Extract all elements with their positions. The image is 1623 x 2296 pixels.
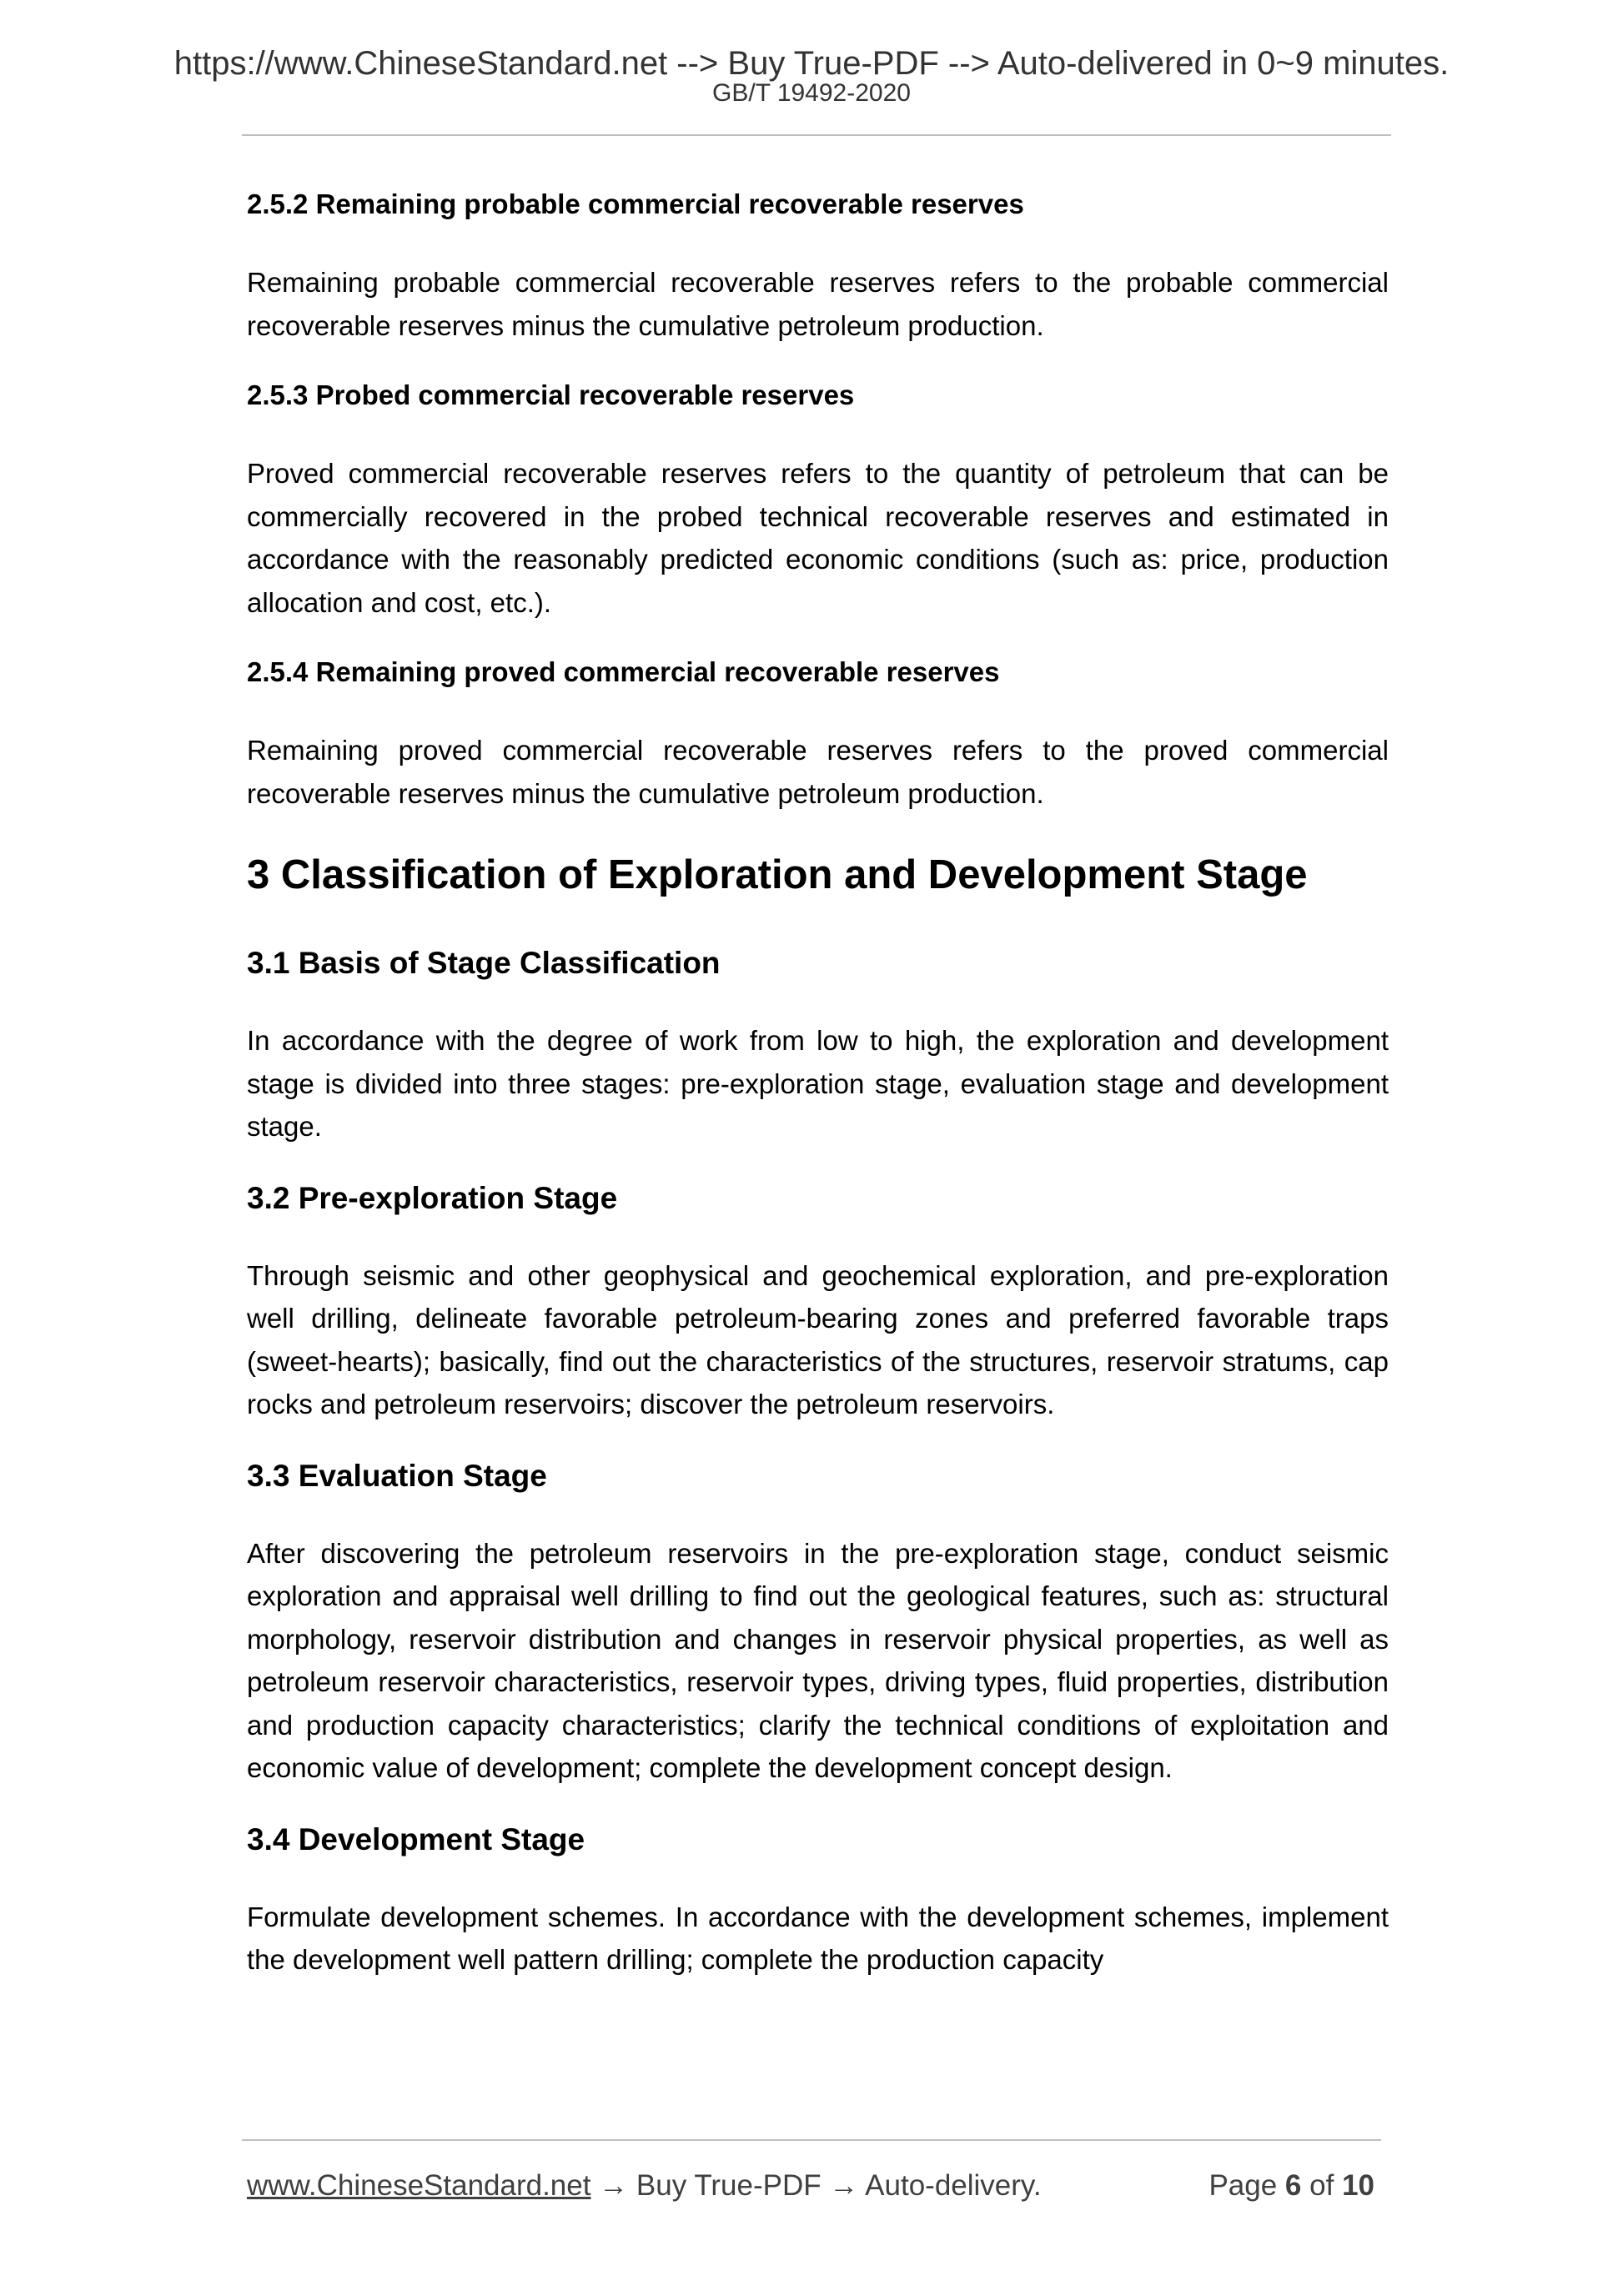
section-heading-2-5-2: 2.5.2 Remaining probable commercial recoverable reserves xyxy=(247,188,1024,219)
section-text-3-3: After discovering the petroleum reservoirs in the pre-exploration stage, conduct seismic exploration and appraisal well drilling to find out the geological features, such as: structural morphology, reservoir distribution and changes in reservoir physical properties, as well as petroleum reservoir characteristics, reservoir types, driving types, fluid properties, distribution and production capacity characteristics; clarify the technical conditions of exploitation and economic value of development; complete the development concept design. xyxy=(247,1537,1389,1783)
page-label: Page xyxy=(1208,2169,1278,2202)
section-heading-2-5-3: 2.5.3 Probed commercial recoverable reserves xyxy=(247,379,855,410)
section-heading-2-5-4: 2.5.4 Remaining proved commercial recoverable reserves xyxy=(247,656,1000,687)
header-divider xyxy=(242,134,1391,136)
page-footer xyxy=(247,2165,1381,2207)
page-of: of xyxy=(1309,2169,1334,2202)
section-text-3-2: Through seismic and other geophysical and geochemical exploration, and pre-exploration well drilling, delineate favorable petroleum-bearing zones and preferred favorable traps (sweet-hearts); basically, find out the characteristics of the structures, reservoir stratums, cap rocks and petroleum reservoirs; discover the petroleum reservoirs. xyxy=(247,1259,1389,1419)
footer-divider xyxy=(242,2139,1381,2141)
site-link[interactable]: www.ChineseStandard.net xyxy=(247,2169,591,2202)
section-text-2-5-4: Remaining proved commercial recoverable reserves refers to the proved commercial recoverable reserves minus the cumulative petroleum production. xyxy=(247,735,1389,809)
section-text-2-5-3: Proved commercial recoverable reserves refers to the quantity of petroleum that can be commercially recovered in the probed technical recoverable reserves and estimated in accordance with the reasonably predicted economic conditions (such as: price, production allocation and cost, etc.). xyxy=(247,458,1389,618)
section-text-2-5-2: Remaining probable commercial recoverable reserves refers to the probable commercial recoverable reserves minus the cumulative petroleum production. xyxy=(247,267,1389,341)
chapter-heading-3: 3 Classification of Exploration and Development Stage xyxy=(247,852,1308,897)
section-heading-3-4: 3.4 Development Stage xyxy=(247,1821,585,1856)
page-content xyxy=(247,185,1389,2011)
page-total: 10 xyxy=(1342,2169,1374,2202)
section-heading-3-3: 3.3 Evaluation Stage xyxy=(247,1458,547,1493)
section-text-3-4: Formulate development schemes. In accordance with the development schemes, implement the development well pattern drilling; complete the production capacity xyxy=(247,1901,1389,1975)
footer-promo xyxy=(247,2165,1042,2207)
section-text-3-1: In accordance with the degree of work from low to high, the exploration and development stage is divided into three stages: pre-exploration stage, evaluation stage and development stage. xyxy=(247,1025,1389,1142)
section-heading-3-2: 3.2 Pre-exploration Stage xyxy=(247,1180,618,1215)
footer-tagline: → Buy True-PDF → Auto-delivery. xyxy=(590,2169,1042,2202)
page-number xyxy=(1208,2165,1374,2207)
page-current: 6 xyxy=(1284,2169,1302,2202)
document-code: GB/T 19492-2020 xyxy=(712,79,911,107)
section-heading-3-1: 3.1 Basis of Stage Classification xyxy=(247,946,721,980)
source-banner: https://www.ChineseStandard.net --> Buy True-PDF --> Auto-delivered in 0~9 minutes. xyxy=(173,45,1450,82)
